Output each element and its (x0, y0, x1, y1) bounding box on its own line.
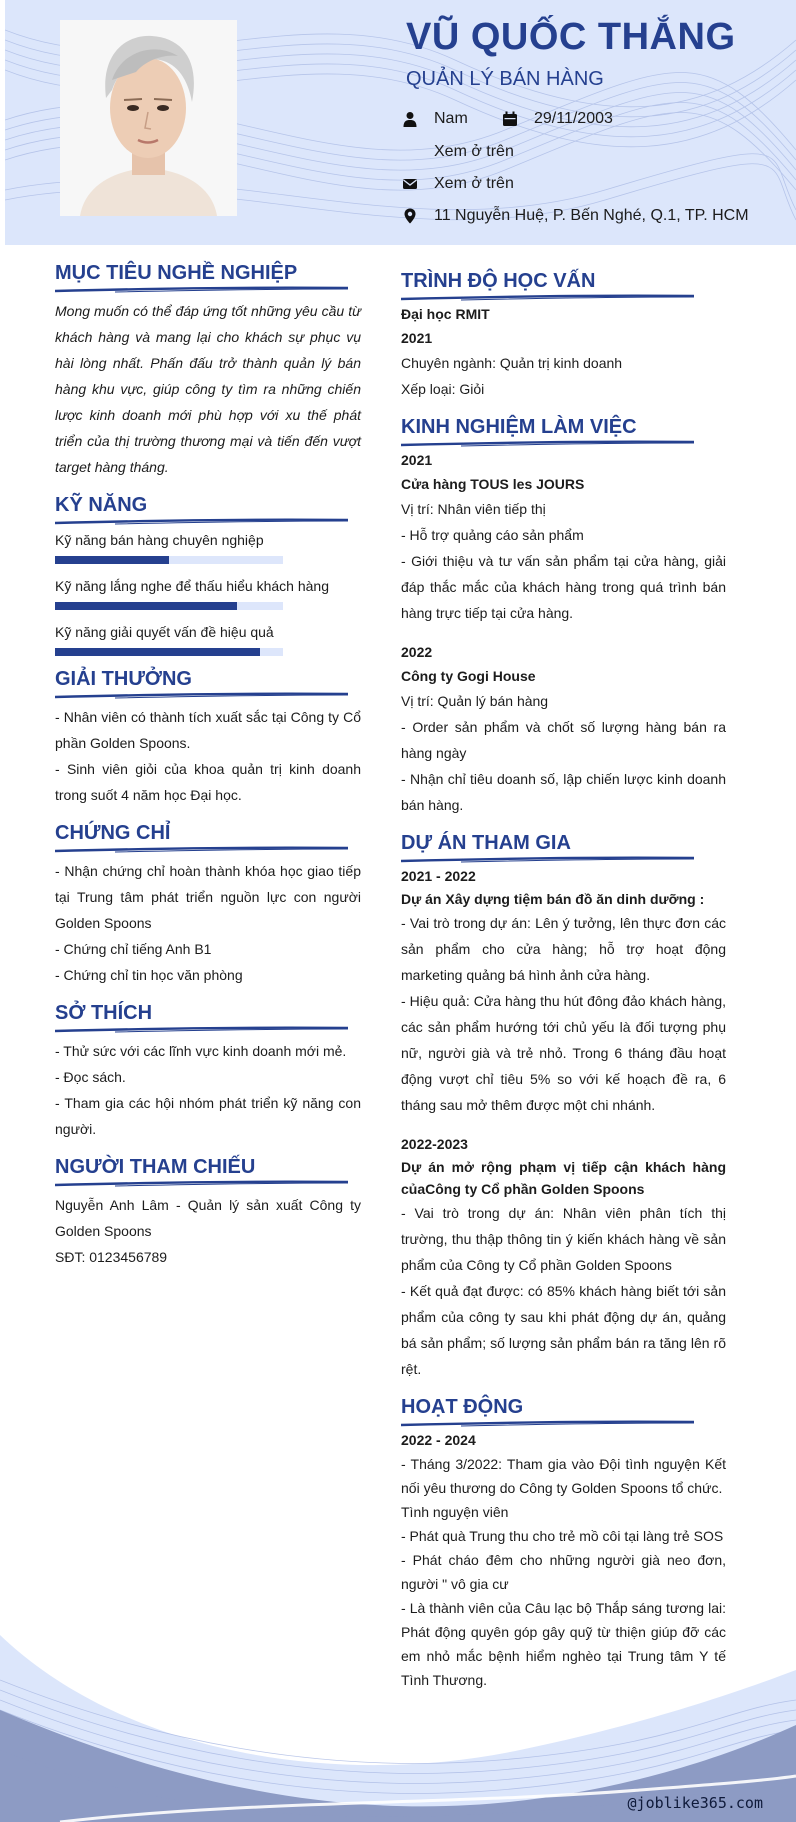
education-title: TRÌNH ĐỘ HỌC VẤN (401, 270, 596, 292)
education-major: Chuyên ngành: Quản trị kinh doanh (401, 355, 623, 371)
projects-title: DỰ ÁN THAM GIA (401, 832, 571, 854)
job-duty: - Hỗ trợ quảng cáo sản phẩm (401, 527, 584, 543)
project-year: 2022-2023 (401, 1136, 468, 1152)
certificates-section (55, 822, 361, 988)
email-row (402, 175, 514, 193)
awards-title: GIẢI THƯỞNG (55, 668, 192, 690)
birthday-value: 29/11/2003 (534, 110, 613, 127)
skill-bar (55, 602, 283, 610)
objective-section (55, 262, 361, 480)
section-underline (401, 294, 694, 302)
skill-label: Kỹ năng lắng nghe để thấu hiểu khách hàng (55, 578, 330, 594)
awards-section (55, 668, 361, 808)
certificates-title: CHỨNG CHỈ (55, 822, 171, 844)
activity-item: - Phát quà Trung thu cho trẻ mồ côi tại làng trẻ SOS (401, 1528, 724, 1544)
job-duty: - Giới thiệu và tư vấn sản phẩm tại cửa hàng, giải đáp thắc mắc của khách hàng trong quá trình bán hàng trực tiếp tại cửa hàng. (401, 553, 726, 621)
project-detail: - Vai trò trong dự án: Lên ý tưởng, lên thực đơn các sản phẩm cho cửa hàng; hỗ trợ hoạt động marketing quảng bá hình ảnh cửa hàng. (401, 915, 726, 983)
left-column (55, 262, 361, 1270)
activity-item: - Tháng 3/2022: Tham gia vào Đội tình nguyện Kết nối yêu thương do Công ty Golden Spoons tổ chức. (401, 1456, 726, 1496)
phone-value: Xem ở trên (434, 143, 514, 160)
certificate-item: - Chứng chỉ tiếng Anh B1 (55, 941, 212, 957)
hobby-item: - Tham gia các hội nhóm phát triển kỹ năng con người. (55, 1095, 361, 1137)
award-item: - Nhân viên có thành tích xuất sắc tại Công ty Cổ phần Golden Spoons. (55, 709, 361, 751)
job-year: 2022 (401, 644, 433, 660)
education-section (401, 270, 726, 402)
candidate-job-title: QUẢN LÝ BÁN HÀNG (406, 68, 604, 90)
gender-value: Nam (434, 110, 468, 127)
references-section (55, 1156, 361, 1270)
education-year: 2021 (401, 330, 433, 346)
section-underline (401, 1420, 694, 1428)
references-title: NGƯỜI THAM CHIẾU (55, 1156, 256, 1178)
skill-label: Kỹ năng bán hàng chuyên nghiệp (55, 532, 264, 548)
objective-text: Mong muốn có thể đáp ứng tốt những yêu cầu từ khách hàng và mang lại cho khách sự phục vụ hài lòng nhất. Phấn đấu trở thành quản lý bán hàng khu vực, giúp công ty tìm ra những chiến lược kinh doanh mới phù hợp với xu thế phát triển của thị trường thương mại và tiến đến vượt target hàng tháng. (55, 303, 361, 475)
phone-row (434, 143, 514, 161)
section-underline (55, 286, 348, 294)
section-underline (401, 856, 694, 864)
person-icon (402, 111, 418, 127)
skills-section (55, 494, 361, 656)
job-company: Cửa hàng TOUS les JOURS (401, 476, 585, 492)
project-detail: - Kết quả đạt được: có 85% khách hàng biết tới sản phẩm của công ty sau khi phát động dự án, quảng bá sản phẩm; số lượng sản phẩm bán ra tăng lên rõ rệt. (401, 1283, 726, 1377)
award-item: - Sinh viên giỏi của khoa quản trị kinh doanh trong suốt 4 năm học Đại học. (55, 761, 361, 803)
skill-bar-fill (55, 602, 237, 610)
job-company: Công ty Gogi House (401, 668, 536, 684)
footer-wave-decoration (0, 1600, 796, 1822)
section-underline (55, 692, 348, 700)
experience-title: KINH NGHIỆM LÀM VIỆC (401, 416, 637, 438)
skill-bar (55, 556, 283, 564)
envelope-icon (402, 176, 418, 192)
project-name: Dự án Xây dựng tiệm bán đồ ăn dinh dưỡng : (401, 891, 705, 907)
activity-item: - Là thành viên của Câu lạc bộ Thắp sáng tương lai: Phát động quyên góp gây quỹ từ thiện giúp đỡ các em nhỏ mắc bệnh hiểm nghèo tại Trung tâm Y tế Tình Thương. (401, 1600, 726, 1688)
experience-section (401, 416, 726, 818)
skill-bar-fill (55, 648, 260, 656)
map-pin-icon (402, 208, 418, 224)
address-value: 11 Nguyễn Huệ, P. Bến Nghé, Q.1, TP. HCM (434, 207, 749, 224)
section-underline (55, 1026, 348, 1034)
calendar-icon (502, 111, 518, 127)
gender-row (402, 110, 468, 128)
section-underline (55, 846, 348, 854)
activities-title: HOẠT ĐỘNG (401, 1396, 524, 1418)
watermark-text: @joblike365.com (627, 1794, 763, 1812)
address-row (402, 207, 749, 225)
certificate-item: - Chứng chỉ tin học văn phòng (55, 967, 243, 983)
job-position: Vị trí: Quản lý bán hàng (401, 693, 549, 709)
objective-title: MỤC TIÊU NGHỀ NGHIỆP (55, 262, 298, 284)
education-school: Đại học RMIT (401, 306, 490, 322)
reference-phone: SĐT: 0123456789 (55, 1249, 168, 1265)
job-duty: - Order sản phẩm và chốt số lượng hàng bán ra hàng ngày (401, 719, 726, 761)
right-column (401, 270, 726, 1692)
profile-photo (60, 20, 237, 216)
activity-year: 2022 - 2024 (401, 1432, 476, 1448)
section-underline (401, 440, 694, 448)
skills-title: KỸ NĂNG (55, 494, 148, 516)
hobbies-section (55, 1002, 361, 1142)
project-name: Dự án mở rộng phạm vị tiếp cận khách hàng củaCông ty Cổ phần Golden Spoons (401, 1159, 726, 1197)
activity-item: - Phát cháo đêm cho những người già neo đơn, người " vô gia cư (401, 1552, 726, 1592)
hobby-item: - Thử sức với các lĩnh vực kinh doanh mới mẻ. (55, 1043, 347, 1059)
skill-bar-fill (55, 556, 169, 564)
education-grade: Xếp loại: Giỏi (401, 381, 485, 397)
skill-label: Kỹ năng giải quyết vấn đề hiệu quả (55, 624, 274, 640)
project-detail: - Hiệu quả: Cửa hàng thu hút đông đảo khách hàng, các sản phẩm hướng tới chủ yếu là đối tượng phụ nữ, người già và trẻ nhỏ. Trong 6 tháng đầu hoạt động vượt chỉ tiêu 5% so với kế hoạch đề ra, 6 tháng sau mở thêm được một chi nhánh. (401, 993, 726, 1113)
section-underline (55, 518, 348, 526)
candidate-name: VŨ QUỐC THẮNG (406, 16, 736, 58)
project-year: 2021 - 2022 (401, 868, 476, 884)
header-band (5, 0, 796, 245)
reference-item: Nguyễn Anh Lâm - Quản lý sản xuất Công ty Golden Spoons (55, 1197, 361, 1239)
projects-section (401, 832, 726, 1382)
hobby-item: - Đọc sách. (55, 1069, 126, 1085)
portrait-image (60, 20, 237, 216)
email-value: Xem ở trên (434, 175, 514, 192)
skill-bar (55, 648, 283, 656)
job-duty: - Nhận chỉ tiêu doanh số, lập chiến lược kinh doanh bán hàng. (401, 771, 726, 813)
certificate-item: - Nhận chứng chỉ hoàn thành khóa học giao tiếp tại Trung tâm phát triển nguồn lực con người Golden Spoons (55, 863, 361, 931)
birthday-row (502, 110, 613, 128)
hobbies-title: SỞ THÍCH (55, 1002, 153, 1024)
job-position: Vị trí: Nhân viên tiếp thị (401, 501, 546, 517)
section-underline (55, 1180, 348, 1188)
job-year: 2021 (401, 452, 433, 468)
activity-item: Tình nguyện viên (401, 1504, 509, 1520)
project-detail: - Vai trò trong dự án: Nhân viên phân tích thị trường, thu thập thông tin ý kiến khách hàng về sản phẩm của Công ty Cổ phần Golden Spoons (401, 1205, 726, 1273)
